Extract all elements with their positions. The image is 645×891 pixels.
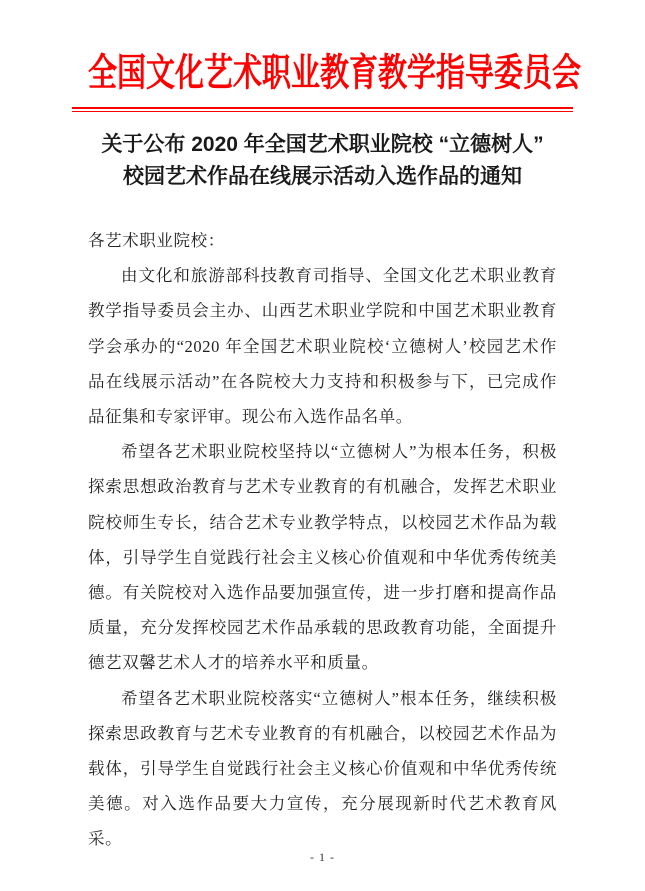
letterhead-title: 全国文化艺术职业教育教学指导委员会 (88, 52, 582, 95)
paragraph: 希望各艺术职业院校坚持以“立德树人”为根本任务，积极探索思想政治教育与艺术专业教育的有机融合，发挥艺术职业院校师生专长，结合艺术专业教学特点，以校园艺术作品为载体，引导学生自觉践行社会主义核心价值观和中华优秀传统美德。有关院校对入选作品要加强宣传，进一步打磨和提高作品质量，充分发挥校园艺术作品承载的思政教育功能，全面提升德艺双馨艺术人才的培养水平和质量。 (88, 442, 557, 673)
letterhead-double-rule (72, 107, 573, 112)
salutation: 各艺术职业院校： (88, 231, 225, 250)
page-number: - 1 - (310, 850, 335, 864)
page-footer (0, 850, 645, 865)
document-content (0, 52, 645, 857)
document-body (88, 223, 557, 857)
paragraph: 由文化和旅游部科技教育司指导、全国文化艺术职业教育教学指导委员会主办、山西艺术职业学院和中国艺术职业教育学会承办的“2020 年全国艺术职业院校‘立德树人’校园艺术作品在线展示活动”在各院校大力支持和积极参与下，已完成作品征集和专家评审。现公布入选作品名单。 (88, 266, 557, 427)
document-title-line1: 关于公布 2020 年全国艺术职业院校 “立德树人” (101, 133, 544, 156)
document-title-line2: 校园艺术作品在线展示活动入选作品的通知 (123, 165, 522, 188)
paragraph: 希望各艺术职业院校落实“立德树人”根本任务，继续积极探索思政教育与艺术专业教育的有机融合，以校园艺术作品为载体，引导学生自觉践行社会主义核心价值观和中华优秀传统美德。对入选作品要大力宣传，充分展现新时代艺术教育风采。 (88, 688, 557, 849)
letterhead (88, 52, 582, 100)
document-title (88, 129, 557, 193)
